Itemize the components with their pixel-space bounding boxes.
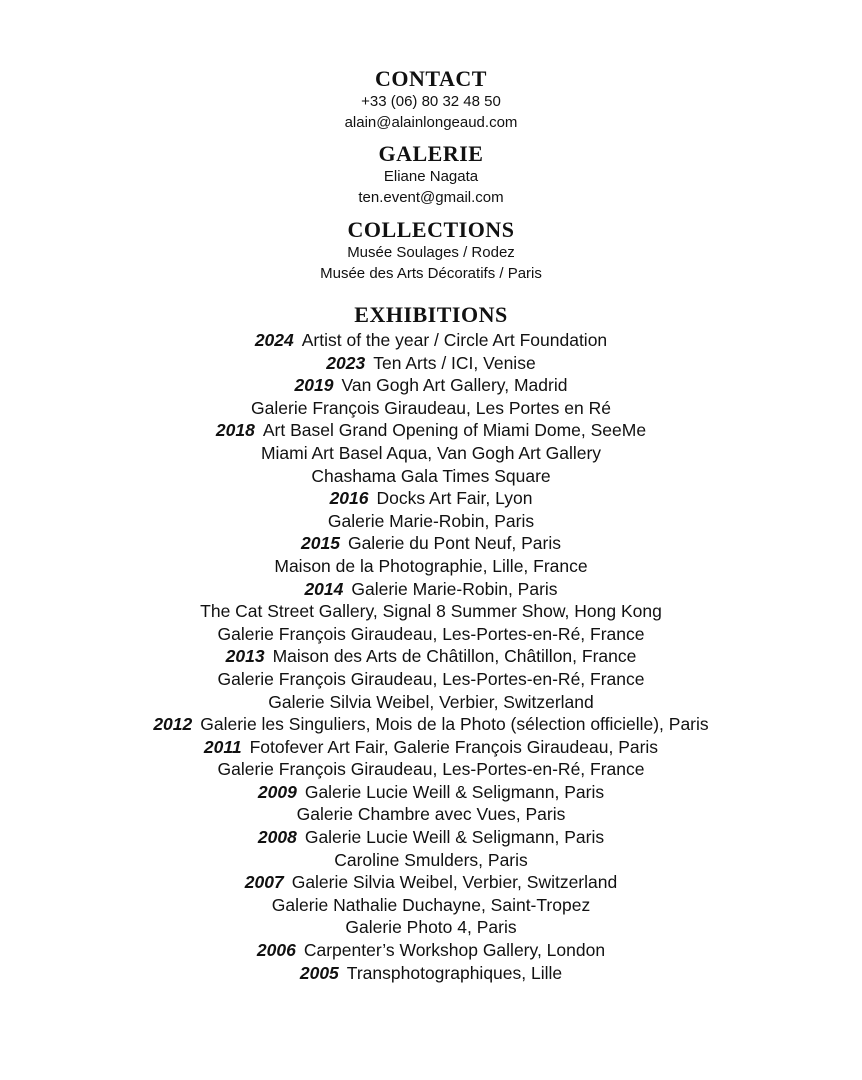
exhibition-year: 2013 — [225, 646, 265, 667]
exhibition-text: Galerie François Giraudeau, Les-Portes-en-Ré, France — [217, 759, 645, 780]
exhibition-text: Fotofever Art Fair, Galerie François Giraudeau, Paris — [249, 736, 659, 757]
exhibition-year: 2011 — [203, 736, 242, 757]
exhibition-year: 2024 — [254, 330, 294, 350]
contact-section — [0, 67, 862, 133]
galerie-name: Eliane Nagata — [383, 168, 479, 185]
exhibition-entry — [0, 555, 862, 578]
exhibition-entry — [0, 713, 862, 736]
exhibition-year: 2008 — [257, 827, 297, 848]
exhibition-text: Galerie du Pont Neuf, Paris — [347, 533, 561, 554]
exhibition-entry — [0, 962, 862, 985]
exhibition-entry — [0, 916, 862, 939]
exhibition-text: Ten Arts / ICI, Venise — [373, 352, 536, 373]
exhibition-text: Galerie Photo 4, Paris — [345, 917, 517, 938]
exhibition-text: Galerie Lucie Weill & Seligmann, Paris — [304, 781, 605, 802]
exhibition-entry — [0, 803, 862, 826]
exhibition-year: 2014 — [304, 578, 344, 599]
exhibition-year: 2009 — [257, 781, 297, 802]
exhibition-entry — [0, 849, 862, 872]
exhibition-entry — [0, 826, 862, 849]
galerie-section — [0, 142, 862, 208]
exhibition-text: Miami Art Basel Aqua, Van Gogh Art Gallery — [260, 442, 602, 463]
exhibition-year: 2023 — [326, 352, 366, 373]
exhibition-entry — [0, 758, 862, 781]
exhibition-entry — [0, 645, 862, 668]
exhibition-entry — [0, 871, 862, 894]
exhibition-text: Galerie Silvia Weibel, Verbier, Switzerland — [291, 872, 618, 893]
galerie-email: ten.event@gmail.com — [358, 189, 504, 206]
exhibition-text: The Cat Street Gallery, Signal 8 Summer Show, Hong Kong — [200, 601, 662, 622]
exhibition-text: Chashama Gala Times Square — [311, 465, 551, 486]
exhibition-year: 2007 — [244, 872, 284, 893]
contact-heading: CONTACT — [375, 66, 487, 91]
exhibition-entry — [0, 329, 862, 352]
exhibition-entry — [0, 532, 862, 555]
exhibition-year: 2018 — [215, 420, 255, 441]
exhibition-text: Artist of the year / Circle Art Foundation — [301, 330, 608, 350]
exhibition-entry — [0, 600, 862, 623]
exhibition-entry — [0, 419, 862, 442]
exhibitions-section — [0, 302, 862, 983]
exhibition-year: 2019 — [294, 375, 334, 396]
exhibition-text: Maison des Arts de Châtillon, Châtillon, France — [272, 646, 637, 667]
exhibition-text: Caroline Smulders, Paris — [334, 849, 528, 870]
exhibition-entry — [0, 781, 862, 804]
exhibition-entry — [0, 487, 862, 510]
exhibition-entry — [0, 510, 862, 533]
collection-item: Musée des Arts Décoratifs / Paris — [320, 265, 542, 282]
contact-phone: +33 (06) 80 32 48 50 — [361, 93, 501, 110]
collections-heading: COLLECTIONS — [347, 217, 515, 242]
exhibition-text: Galerie Silvia Weibel, Verbier, Switzerland — [268, 691, 594, 712]
exhibition-text: Docks Art Fair, Lyon — [376, 488, 533, 509]
exhibition-text: Galerie Lucie Weill & Seligmann, Paris — [304, 827, 605, 848]
exhibitions-list — [0, 329, 862, 984]
exhibition-text: Galerie Chambre avec Vues, Paris — [296, 804, 566, 825]
collection-item: Musée Soulages / Rodez — [347, 244, 515, 261]
exhibition-year: 2006 — [256, 940, 296, 961]
exhibition-year: 2012 — [153, 714, 193, 735]
exhibition-text: Maison de la Photographie, Lille, France — [274, 555, 588, 576]
exhibition-entry — [0, 736, 862, 759]
exhibition-text: Art Basel Grand Opening of Miami Dome, SeeMe — [262, 420, 647, 441]
exhibitions-heading: EXHIBITIONS — [354, 302, 508, 327]
exhibition-entry — [0, 442, 862, 465]
contact-email: alain@alainlongeaud.com — [344, 114, 518, 131]
exhibition-text: Galerie Marie-Robin, Paris — [327, 510, 535, 531]
exhibition-text: Van Gogh Art Gallery, Madrid — [341, 375, 568, 396]
exhibition-entry — [0, 397, 862, 420]
exhibition-year: 2015 — [301, 533, 340, 554]
exhibition-text: Galerie François Giraudeau, Les Portes en Ré — [251, 397, 611, 418]
exhibition-entry — [0, 578, 862, 601]
exhibition-entry — [0, 894, 862, 917]
exhibition-text: Galerie Marie-Robin, Paris — [351, 578, 558, 599]
exhibition-year: 2005 — [299, 962, 339, 983]
exhibition-text: Galerie les Singuliers, Mois de la Photo (sélection officielle), Paris — [200, 714, 709, 735]
exhibition-text: Galerie François Giraudeau, Les-Portes-en-Ré, France — [217, 668, 645, 689]
exhibition-entry — [0, 939, 862, 962]
exhibition-entry — [0, 374, 862, 397]
exhibition-entry — [0, 465, 862, 488]
exhibition-entry — [0, 668, 862, 691]
exhibition-text: Galerie Nathalie Duchayne, Saint-Tropez — [271, 894, 591, 915]
exhibition-entry — [0, 691, 862, 714]
exhibition-text: Transphotographiques, Lille — [346, 962, 563, 983]
galerie-heading: GALERIE — [378, 141, 484, 166]
exhibition-text: Galerie François Giraudeau, Les-Portes-en-Ré, France — [217, 623, 645, 644]
collections-section — [0, 218, 862, 284]
exhibition-entry — [0, 352, 862, 375]
exhibition-year: 2016 — [329, 488, 369, 509]
exhibition-text: Carpenter’s Workshop Gallery, London — [303, 940, 606, 961]
exhibition-entry — [0, 623, 862, 646]
